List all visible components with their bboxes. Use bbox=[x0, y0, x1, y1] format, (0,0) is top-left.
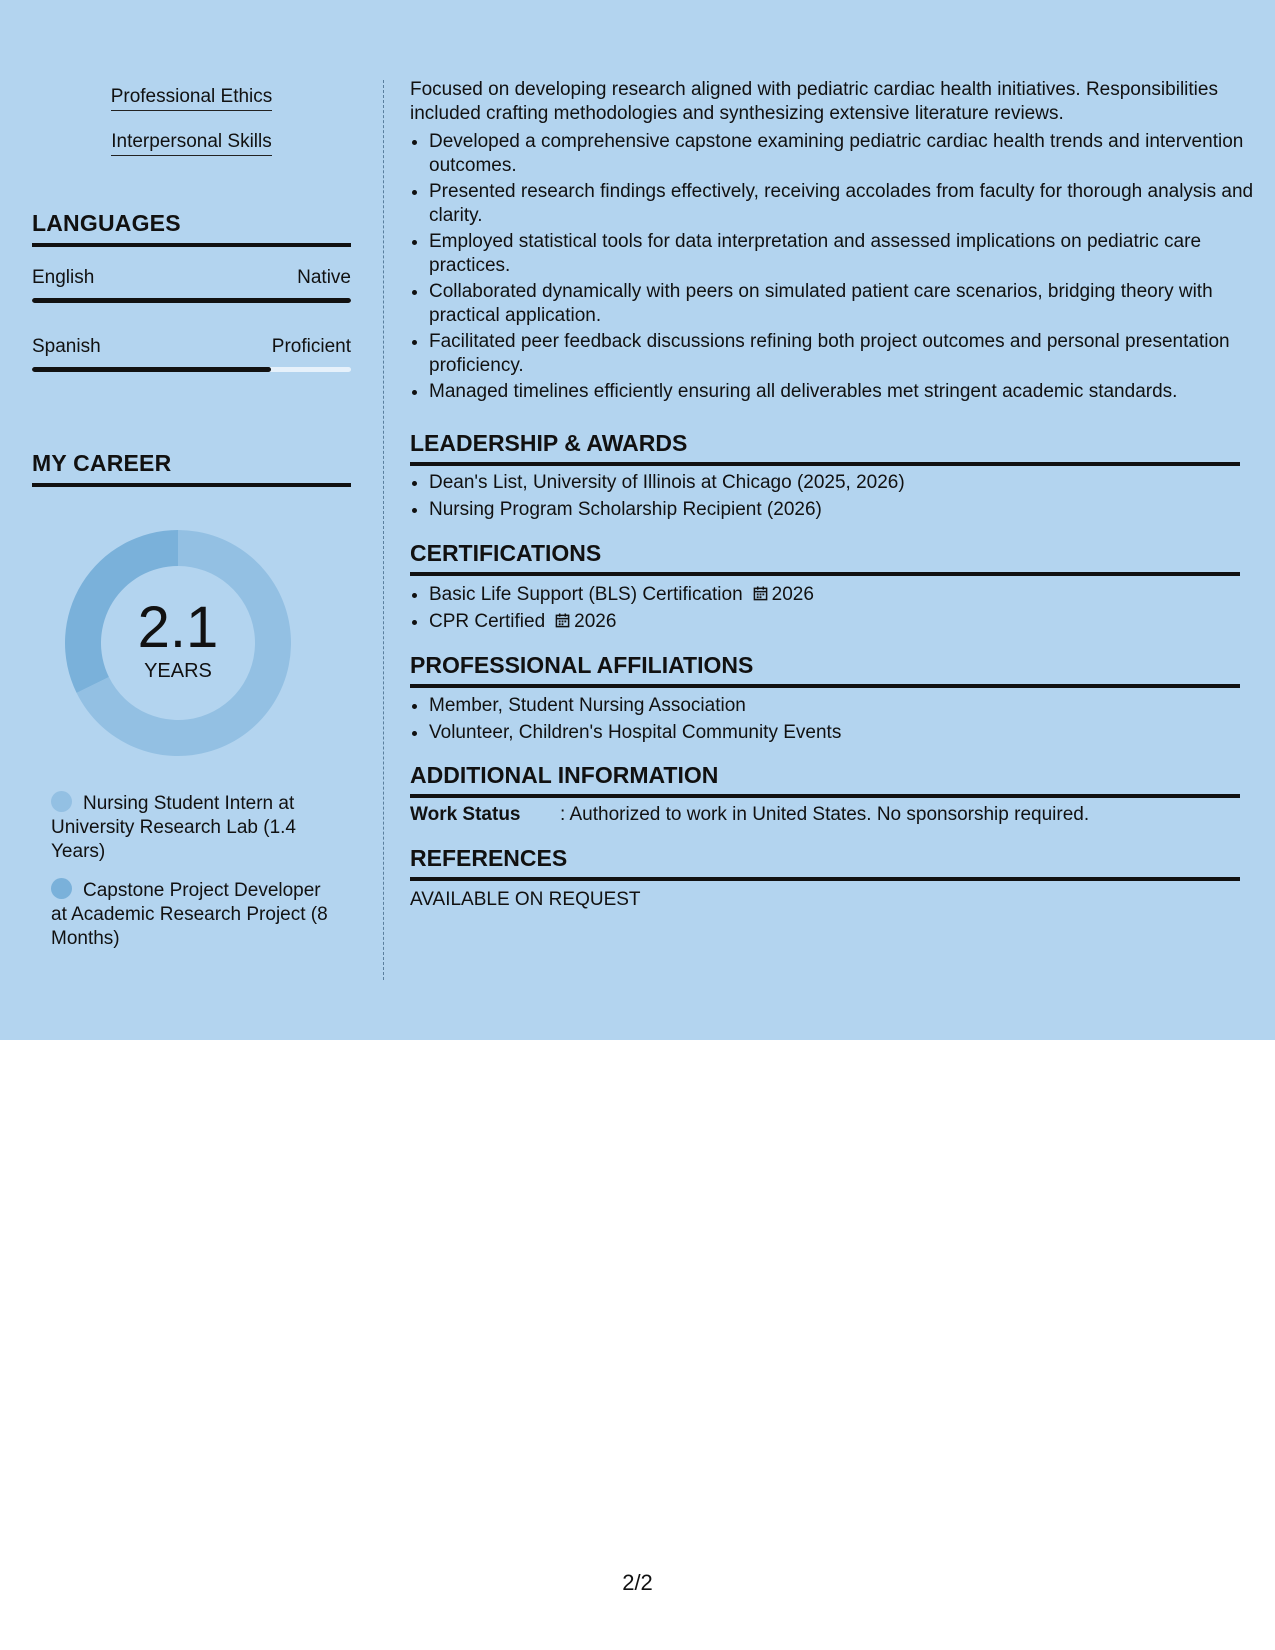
language-name: English bbox=[32, 267, 95, 288]
language-spanish-fill bbox=[32, 367, 271, 372]
language-spanish-bar bbox=[32, 367, 351, 372]
career-heading: MY CAREER bbox=[32, 450, 351, 487]
legend-dot bbox=[51, 878, 72, 899]
language-english-fill bbox=[32, 298, 351, 303]
career-legend-item bbox=[51, 791, 341, 864]
experience-intro: Focused on developing research aligned with pediatric cardiac health initiatives. Responsibilities included crafting methodologies and synthesizing extensive literature reviews. bbox=[410, 79, 1218, 124]
calendar-icon bbox=[555, 613, 570, 628]
work-status-key: Work Status bbox=[410, 804, 521, 825]
certification-year: 2026 bbox=[771, 584, 814, 605]
career-role-label: Nursing Student Intern at University Research Lab (1.4 Years) bbox=[51, 793, 296, 862]
language-name: Spanish bbox=[32, 336, 101, 357]
list-item: • Employed statistical tools for data interpretation and assessed implications on pediatric care practices. bbox=[429, 230, 1259, 278]
calendar-icon bbox=[753, 586, 768, 601]
career-total-unit: YEARS bbox=[144, 659, 212, 682]
leadership-heading: LEADERSHIP & AWARDS bbox=[410, 430, 1240, 466]
leadership-list bbox=[410, 469, 1259, 523]
list-item: • Facilitated peer feedback discussions refining both project outcomes and personal presentation proficiency. bbox=[429, 330, 1259, 378]
work-status-value: : Authorized to work in United States. No sponsorship required. bbox=[560, 804, 1090, 825]
references-heading: REFERENCES bbox=[410, 845, 1240, 881]
certification-year: 2026 bbox=[574, 611, 617, 632]
languages-heading: LANGUAGES bbox=[32, 210, 351, 247]
skill-interpersonal-skills[interactable]: Interpersonal Skills bbox=[32, 131, 351, 153]
certification-name: Basic Life Support (BLS) Certification bbox=[429, 584, 743, 605]
career-donut-chart bbox=[65, 530, 291, 756]
list-item: • Collaborated dynamically with peers on simulated patient care scenarios, bridging theory with practical application. bbox=[429, 280, 1259, 328]
references-text: AVAILABLE ON REQUEST bbox=[410, 889, 641, 910]
list-item: • Member, Student Nursing Association bbox=[429, 692, 1259, 719]
additional-info-heading: ADDITIONAL INFORMATION bbox=[410, 762, 1240, 798]
certifications-heading: CERTIFICATIONS bbox=[410, 540, 1240, 576]
career-role-label: Capstone Project Developer at Academic Research Project (8 Months) bbox=[51, 880, 328, 949]
skill-professional-ethics[interactable]: Professional Ethics bbox=[32, 86, 351, 108]
language-level: Native bbox=[297, 267, 351, 288]
language-level: Proficient bbox=[271, 336, 351, 357]
language-english bbox=[32, 267, 351, 289]
experience-bullets bbox=[410, 130, 1259, 406]
page-number: 2/2 bbox=[622, 1570, 653, 1595]
language-spanish bbox=[32, 336, 351, 358]
list-item: • Managed timelines efficiently ensuring all deliverables met stringent academic standards. bbox=[429, 380, 1259, 404]
affiliations-list bbox=[410, 692, 1259, 746]
list-item: • Volunteer, Children's Hospital Community Events bbox=[429, 719, 1259, 746]
donut-center-label bbox=[65, 530, 291, 756]
list-item bbox=[429, 581, 1259, 608]
certification-name: CPR Certified bbox=[429, 611, 546, 632]
legend-dot bbox=[51, 791, 72, 812]
list-item: • Presented research findings effectively, receiving accolades from faculty for thorough analysis and clarity. bbox=[429, 180, 1259, 228]
column-divider bbox=[383, 80, 384, 980]
list-item bbox=[429, 608, 1259, 635]
career-legend-item bbox=[51, 878, 341, 951]
work-status bbox=[410, 804, 1240, 826]
list-item: • Dean's List, University of Illinois at Chicago (2025, 2026) bbox=[429, 469, 1259, 496]
certifications-list bbox=[410, 581, 1259, 635]
affiliations-heading: PROFESSIONAL AFFILIATIONS bbox=[410, 652, 1240, 688]
list-item: • Developed a comprehensive capstone examining pediatric cardiac health trends and intervention outcomes. bbox=[429, 130, 1259, 178]
list-item: • Nursing Program Scholarship Recipient (2026) bbox=[429, 496, 1259, 523]
career-total-value: 2.1 bbox=[137, 594, 219, 660]
language-english-bar bbox=[32, 298, 351, 303]
